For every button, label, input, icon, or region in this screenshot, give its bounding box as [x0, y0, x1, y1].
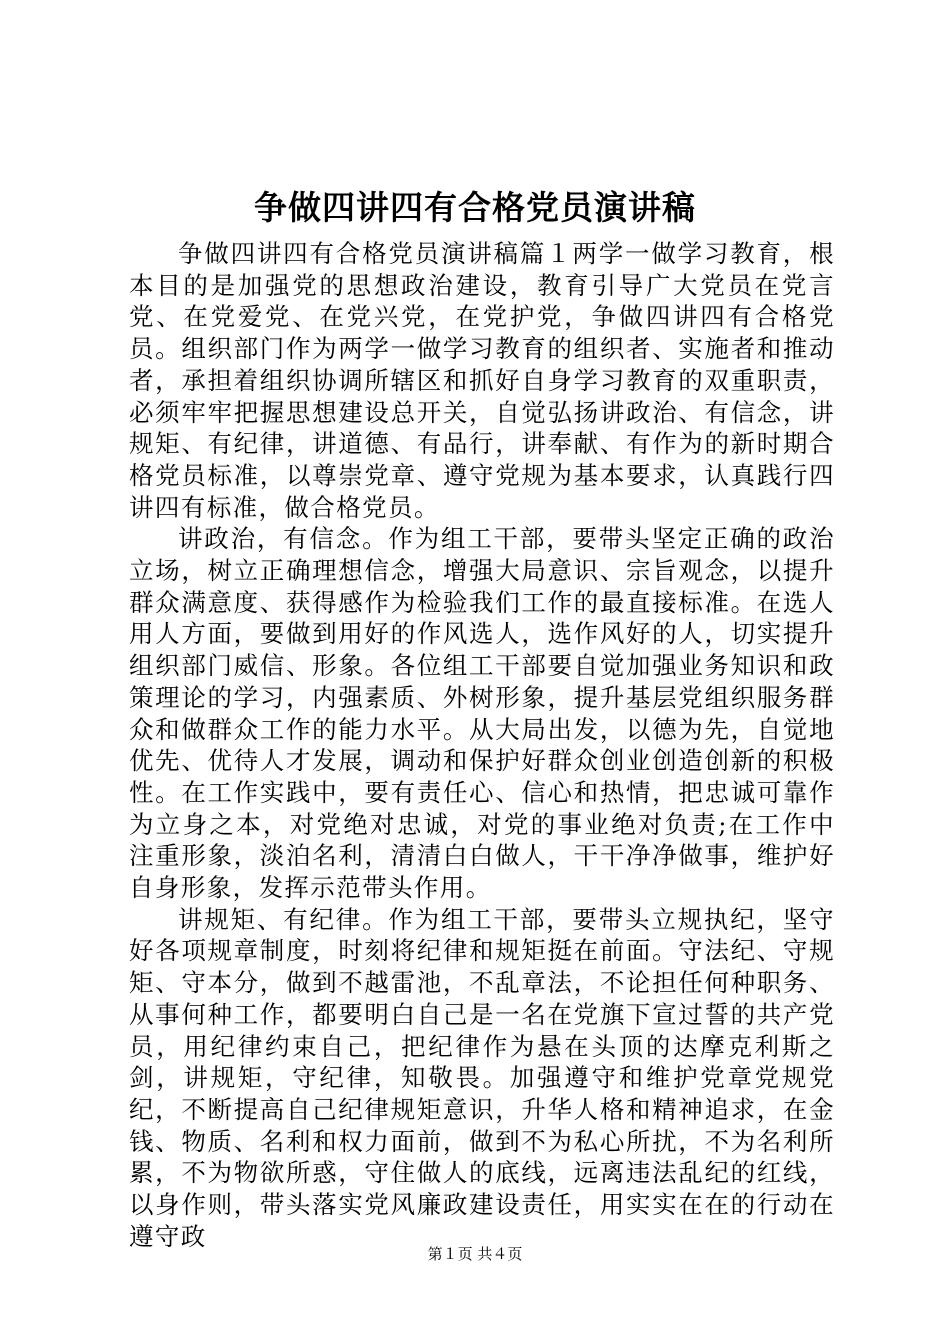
- document-title: 争做四讲四有合格党员演讲稿: [254, 188, 696, 227]
- paragraph-politics: 讲政治，有信念。作为组工干部，要带头坚定正确的政治立场，树立正确理想信念，增强大局意识、宗旨观念，以提升群众满意度、获得感作为检验我们工作的最直接标准。在选人用人方面，要做到用好的作风选人，选作风好的人，切实提升组织部门威信、形象。各位组工干部要自觉加强业务知识和政策理论的学习，内强素质、外树形象，提升基层党组织服务群众和做群众工作的能力水平。从大局出发，以德为先，自觉地优先、优待人才发展，调动和保护好群众创业创造创新的积极性。在工作实践中，要有责任心、信心和热情，把忠诚可靠作为立身之本，对党绝对忠诚，对党的事业绝对负责;在工作中注重形象，淡泊名利，清清白白做人，干干净净做事，维护好自身形象，发挥示范带头作用。: [129, 524, 835, 903]
- paragraph-discipline: 讲规矩、有纪律。作为组工干部，要带头立规执纪，坚守好各项规章制度，时刻将纪律和规矩挺在前面。守法纪、守规矩、守本分，做到不越雷池，不乱章法，不论担任何种职务、从事何种工作，都要明白自己是一名在党旗下宣过誓的共产党员，用纪律约束自己，把纪律作为悬在头顶的达摩克利斯之剑，讲规矩，守纪律，知敬畏。加强遵守和维护党章党规党纪，不断提高自己纪律规矩意识，升华人格和精神追求，在金钱、物质、名利和权力面前，做到不为私心所扰，不为名利所累，不为物欲所惑，守住做人的底线，远离违法乱纪的红线，以身作则，带头落实党风廉政建设责任，用实实在在的行动在遵守政: [129, 904, 835, 1251]
- document-body: [129, 238, 835, 1253]
- page-footer: 第１页 共４页: [427, 1245, 523, 1263]
- paragraph-intro: 争做四讲四有合格党员演讲稿篇１两学一做学习教育，根本目的是加强党的思想政治建设，教育引导广大党员在党言党、在党爱党、在党兴党，在党护党，争做四讲四有合格党员。组织部门作为两学一做学习教育的组织者、实施者和推动者，承担着组织协调所辖区和抓好自身学习教育的双重职责，必须牢牢把握思想建设总开关，自觉弘扬讲政治、有信念，讲规矩、有纪律，讲道德、有品行，讲奉献、有作为的新时期合格党员标准，以尊崇党章、遵守党规为基本要求，认真践行四讲四有标准，做合格党员。: [129, 239, 835, 522]
